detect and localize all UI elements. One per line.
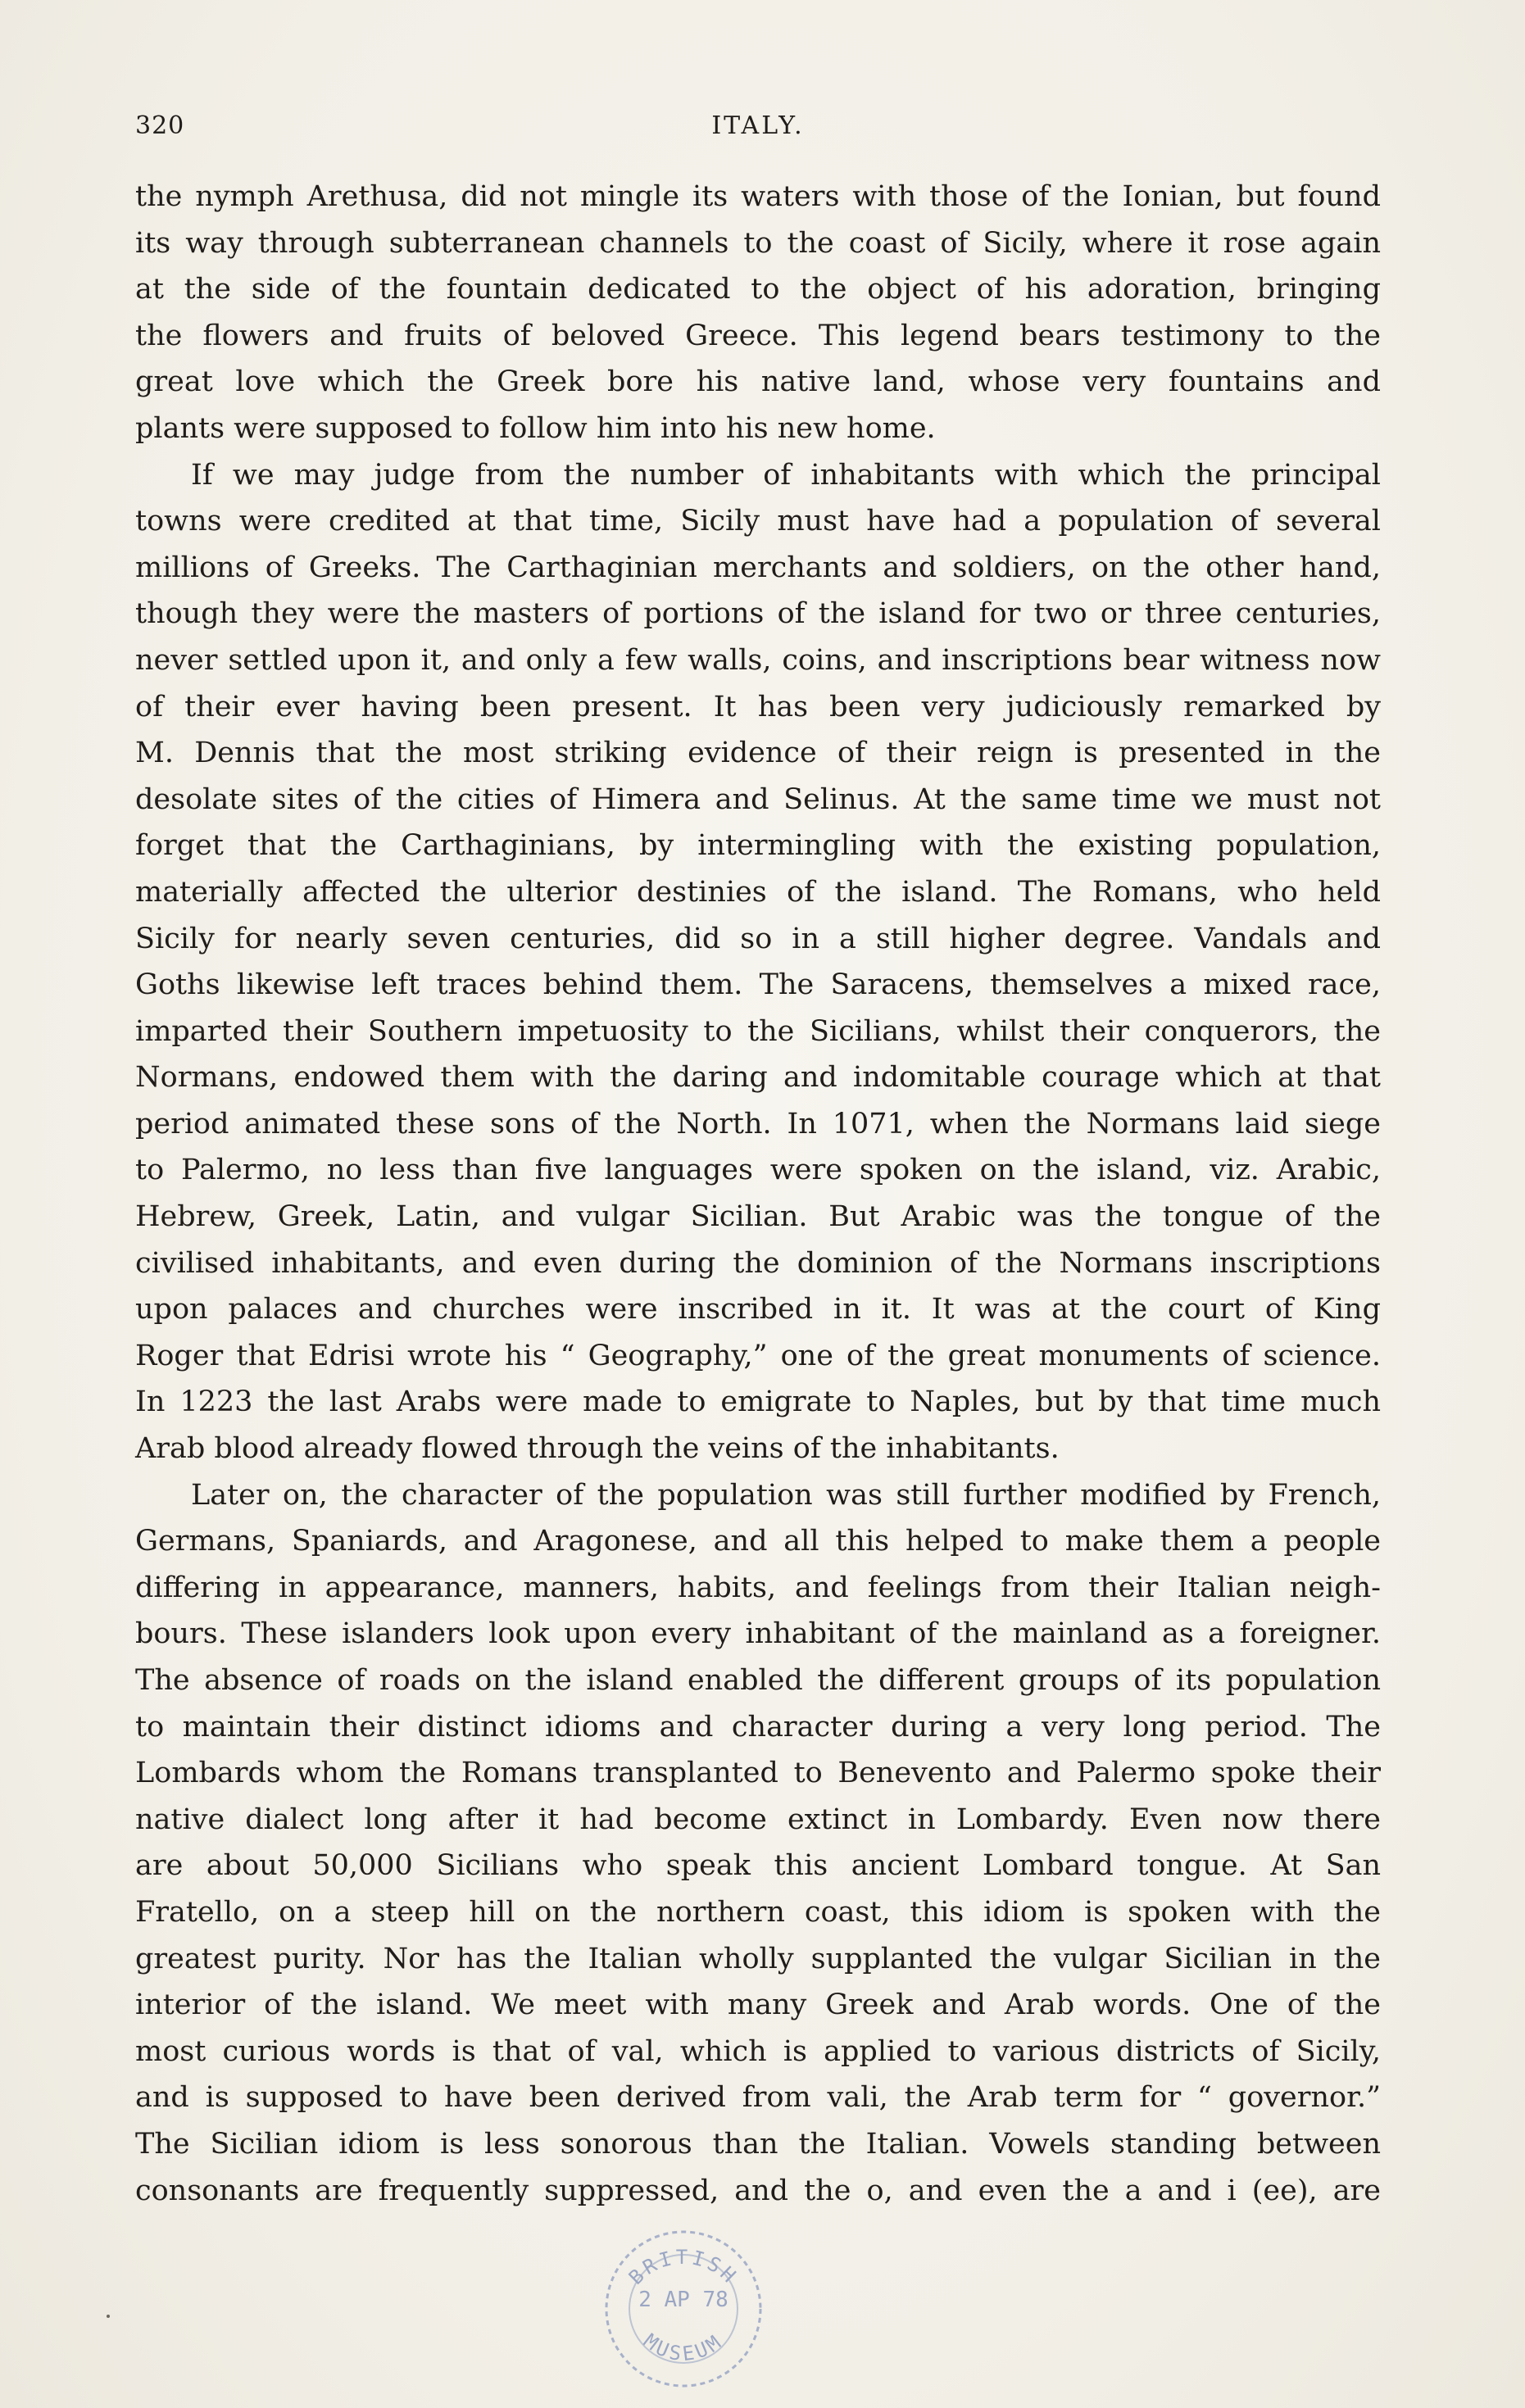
text-line: to maintain their distinct idioms and character during a very long period. The xyxy=(135,1710,1381,1744)
text-line: the flowers and fruits of beloved Greece. This legend bears testimony to the xyxy=(135,319,1381,352)
text-line: interior of the island. We meet with many Greek and Arab words. One of the xyxy=(135,1989,1381,2022)
text-line: plants were supposed to follow him into his new home. xyxy=(135,411,936,445)
svg-text:BRITISH xyxy=(624,2246,742,2289)
paper-speck xyxy=(107,2315,110,2318)
svg-text:MUSEUM xyxy=(639,2329,728,2365)
text-line: differing in appearance, manners, habits, and feelings from their Italian neigh- xyxy=(135,1571,1381,1604)
text-line: and is supposed to have been derived from vali, the Arab term for “ governor.” xyxy=(135,2081,1381,2115)
page-header xyxy=(135,111,1381,161)
running-head: ITALY. xyxy=(711,111,805,140)
museum-stamp xyxy=(597,2217,770,2391)
text-line: most curious words is that of val, which is applied to various districts of Sicily, xyxy=(135,2034,1381,2068)
text-line: bours. These islanders look upon every inhabitant of the mainland as a foreigner. xyxy=(135,1617,1381,1651)
text-line: though they were the masters of portions of the island for two or three centuries, xyxy=(135,597,1381,631)
text-line: imparted their Southern impetuosity to the Sicilians, whilst their conquerors, the xyxy=(135,1014,1381,1048)
text-line: upon palaces and churches were inscribed in it. It was at the court of King xyxy=(135,1293,1381,1326)
text-line: The absence of roads on the island enabled the different groups of its population xyxy=(135,1664,1381,1697)
text-line: Later on, the character of the population was still further modified by French, xyxy=(191,1478,1381,1512)
text-line: period animated these sons of the North. In 1071, when the Normans laid siege xyxy=(135,1107,1381,1141)
text-line: In 1223 the last Arabs were made to emigrate to Naples, but by that time much xyxy=(135,1385,1381,1419)
text-line: native dialect long after it had become extinct in Lombardy. Even now there xyxy=(135,1803,1381,1836)
text-line: millions of Greeks. The Carthaginian merchants and soldiers, on the other hand, xyxy=(135,551,1381,584)
text-line: Sicily for nearly seven centuries, did so in a still higher degree. Vandals and xyxy=(135,922,1381,955)
text-line: at the side of the fountain dedicated to the object of his adoration, bringing xyxy=(135,273,1381,306)
text-line: Lombards whom the Romans transplanted to Benevento and Palermo spoke their xyxy=(135,1757,1381,1790)
page-number: 320 xyxy=(135,111,185,140)
text-line: Fratello, on a steep hill on the northern coast, this idiom is spoken with the xyxy=(135,1895,1381,1929)
text-line: Hebrew, Greek, Latin, and vulgar Sicilian. But Arabic was the tongue of the xyxy=(135,1200,1381,1234)
body-text xyxy=(135,174,1381,2214)
text-line: If we may judge from the number of inhabitants with which the principal xyxy=(191,458,1381,492)
text-line: Goths likewise left traces behind them. The Saracens, themselves a mixed race, xyxy=(135,968,1381,1002)
text-line: civilised inhabitants, and even during the dominion of the Normans inscriptions xyxy=(135,1246,1381,1280)
text-line: materially affected the ulterior destinies of the island. The Romans, who held xyxy=(135,875,1381,909)
text-line: The Sicilian idiom is less sonorous than the Italian. Vowels standing between xyxy=(135,2127,1381,2161)
text-line: Normans, endowed them with the daring and indomitable courage which at that xyxy=(135,1061,1381,1095)
text-line: to Palermo, no less than five languages were spoken on the island, viz. Arabic, xyxy=(135,1154,1381,1187)
stamp-text-top: BRITISH xyxy=(624,2245,743,2289)
text-line: forget that the Carthaginians, by intermingling with the existing population, xyxy=(135,829,1381,863)
text-line: M. Dennis that the most striking evidence of their reign is presented in the xyxy=(135,737,1381,770)
text-line: Arab blood already flowed through the veins of the inhabitants. xyxy=(135,1432,1060,1466)
text-line: Roger that Edrisi wrote his “ Geography,” one of the great monuments of science. xyxy=(135,1339,1381,1372)
text-line: consonants are frequently suppressed, and the o, and even the a and i (ee), are xyxy=(135,2174,1381,2207)
stamp-date: 2 AP 78 xyxy=(638,2288,728,2312)
text-line: Germans, Spaniards, and Aragonese, and all this helped to make them a people xyxy=(135,1525,1381,1558)
text-line: never settled upon it, and only a few walls, coins, and inscriptions bear witness now xyxy=(135,643,1381,677)
text-line: are about 50,000 Sicilians who speak this ancient Lombard tongue. At San xyxy=(135,1849,1381,1883)
text-line: great love which the Greek bore his native land, whose very fountains and xyxy=(135,365,1381,399)
text-line: towns were credited at that time, Sicily must have had a population of several xyxy=(135,505,1381,538)
stamp-text-bottom: MUSEUM xyxy=(639,2329,728,2366)
text-line: its way through subterranean channels to the coast of Sicily, where it rose again xyxy=(135,226,1381,260)
text-line: greatest purity. Nor has the Italian wholly supplanted the vulgar Sicilian in the xyxy=(135,1942,1381,1975)
text-line: desolate sites of the cities of Himera and Selinus. At the same time we must not xyxy=(135,782,1381,816)
text-line: the nymph Arethusa, did not mingle its waters with those of the Ionian, but found xyxy=(135,180,1381,213)
text-line: of their ever having been present. It has been very judiciously remarked by xyxy=(135,690,1381,723)
